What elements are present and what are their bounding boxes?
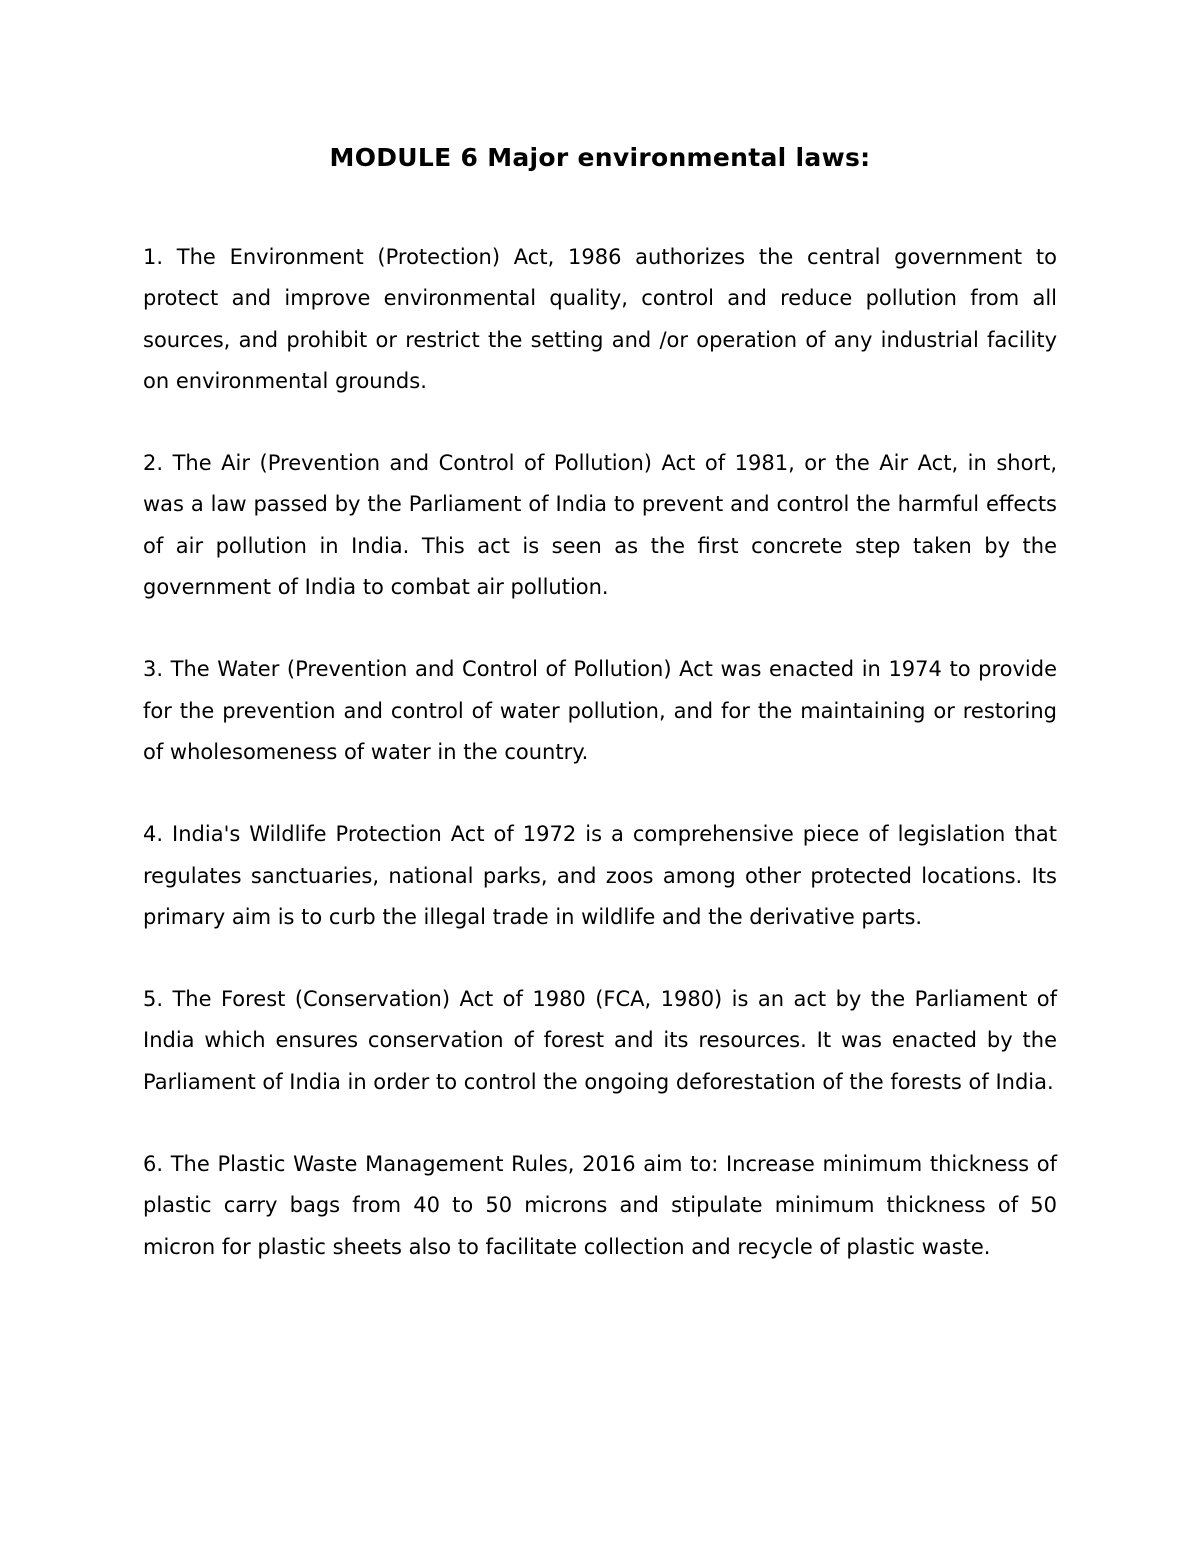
document-title: MODULE 6 Major environmental laws: xyxy=(329,143,871,172)
document-page xyxy=(143,140,1057,1309)
law-paragraph-4: 4. India's Wildlife Protection Act of 1972 is a comprehensive piece of legislation that regulates sanctuaries, national parks, and zoos among other protected locations. Its primary aim is to curb the illegal trade in wildlife and the derivative parts. xyxy=(143,822,1057,929)
law-paragraph-5: 5. The Forest (Conservation) Act of 1980 (FCA, 1980) is an act by the Parliament of India which ensures conservation of forest and its resources. It was enacted by the Parliament of India in order to control the ongoing deforestation of the forests of India. xyxy=(143,987,1057,1094)
law-paragraph-3: 3. The Water (Prevention and Control of Pollution) Act was enacted in 1974 to provide for the prevention and control of water pollution, and for the maintaining or restoring of wholesomeness of water in the country. xyxy=(143,657,1057,764)
law-paragraph-1: 1. The Environment (Protection) Act, 1986 authorizes the central government to protect and improve environmental quality, control and reduce pollution from all sources, and prohibit or restrict the setting and /or operation of any industrial facility on environmental grounds. xyxy=(143,245,1057,393)
law-paragraph-6: 6. The Plastic Waste Management Rules, 2016 aim to: Increase minimum thickness of plastic carry bags from 40 to 50 microns and stipulate minimum thickness of 50 micron for plastic sheets also to facilitate collection and recycle of plastic waste. xyxy=(143,1152,1057,1259)
law-paragraph-2: 2. The Air (Prevention and Control of Pollution) Act of 1981, or the Air Act, in short, was a law passed by the Parliament of India to prevent and control the harmful effects of air pollution in India. This act is seen as the first concrete step taken by the government of India to combat air pollution. xyxy=(143,451,1057,600)
